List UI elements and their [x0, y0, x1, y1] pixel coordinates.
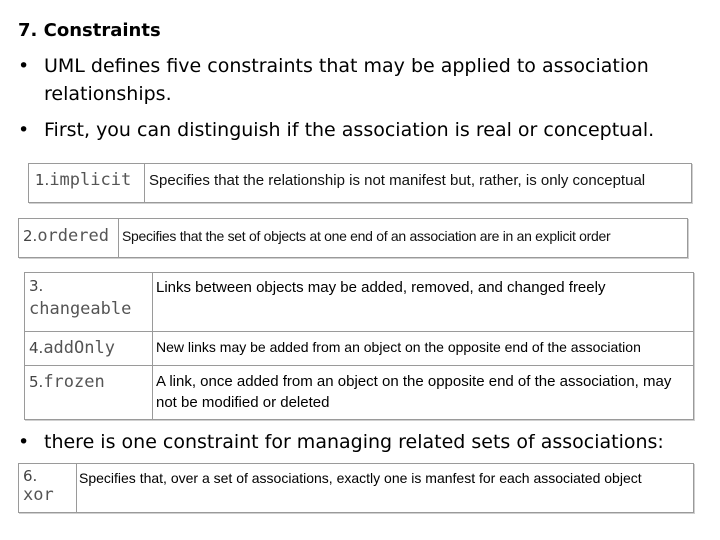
constraint-number: 3. [29, 277, 44, 295]
bullet-item [18, 116, 708, 144]
bullet-item [18, 428, 708, 456]
constraint-number: 5. [29, 373, 44, 391]
constraint-keyword: addOnly [43, 338, 115, 358]
constraint-row-frozen [25, 365, 693, 419]
bullet-text: First, you can distinguish if the association is real or conceptual. [44, 119, 655, 141]
constraint-keyword: ordered [37, 226, 109, 246]
bullet-text: there is one constraint for managing related sets of associations: [44, 431, 664, 453]
constraint-description: Links between objects may be added, removed, and changed freely [156, 279, 606, 296]
constraint-keyword: implicit [49, 170, 132, 190]
constraint-keyword: frozen [43, 372, 105, 392]
constraint-description: New links may be added from an object on the opposite end of the association [156, 339, 641, 355]
bullet-marker: • [18, 55, 30, 77]
constraint-description: A link, once added from an object on the opposite end of the association, may not be modified or deleted [156, 373, 672, 411]
constraint-keyword-cell [23, 467, 75, 505]
constraint-keyword-cell [19, 219, 119, 257]
constraint-keyword: xor [23, 485, 54, 505]
constraint-keyword-cell [29, 372, 151, 392]
constraint-table-implicit [28, 163, 692, 203]
constraint-keyword-cell [29, 164, 145, 202]
constraint-table-ordered [18, 218, 688, 258]
constraint-number: 6. [23, 467, 38, 485]
constraint-keyword: changeable [29, 299, 132, 319]
column-divider [76, 464, 77, 512]
bullet-text: UML defines five constraints that may be applied to association relationships. [44, 55, 649, 105]
constraint-number: 2. [23, 227, 38, 245]
bullet-marker: • [18, 431, 30, 453]
bullet-marker: • [18, 119, 30, 141]
constraint-number: 4. [29, 339, 44, 357]
constraint-table-xor [18, 463, 694, 513]
bullet-item [18, 52, 698, 108]
slide-title: 7. Constraints [18, 20, 161, 41]
constraint-keyword-cell [29, 338, 151, 358]
constraint-number: 1. [35, 171, 50, 189]
constraint-description: Specifies that the relationship is not manifest but, rather, is only conceptual [149, 172, 646, 189]
constraint-table-links [24, 272, 694, 420]
constraint-description: Specifies that the set of objects at one end of an association are in an explicit order [122, 228, 611, 244]
constraint-row-addonly [25, 331, 693, 365]
constraint-row-changeable [25, 273, 693, 331]
constraint-description: Specifies that, over a set of associations, exactly one is manfest for each associated object [79, 470, 642, 486]
constraint-keyword-cell [29, 277, 151, 319]
